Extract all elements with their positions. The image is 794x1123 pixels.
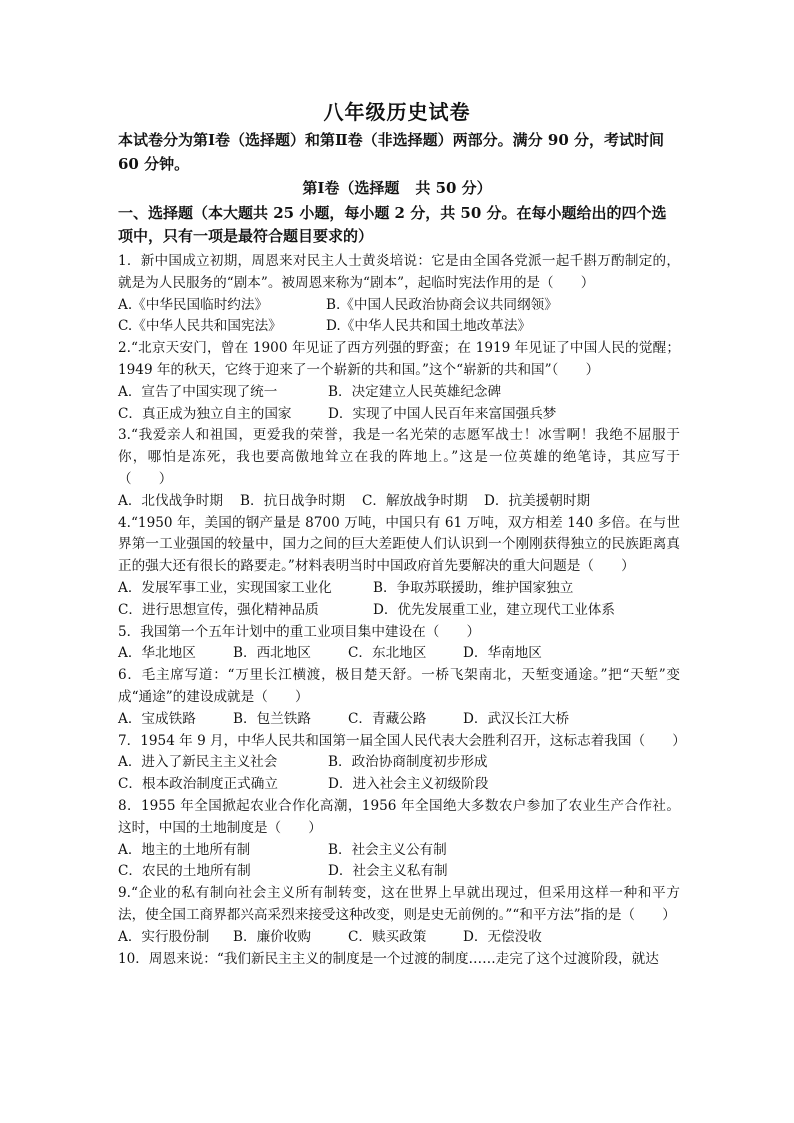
- option-d: D．进入社会主义初级阶段: [328, 776, 489, 793]
- option-row: [118, 404, 680, 426]
- option-d: D．实现了中国人民百年来富国强兵梦: [328, 405, 557, 422]
- option-c: C．农民的土地所有制: [118, 863, 251, 880]
- option-d: D．无偿没收: [463, 928, 542, 945]
- option-c: C．进行思想宣传，强化精神品质: [118, 601, 319, 618]
- question-3: [118, 425, 680, 512]
- option-a: A．发展军事工业，实现国家工业化: [118, 579, 332, 596]
- option-c: C．青藏公路: [348, 710, 427, 727]
- question-stem: 8．1955 年全国掀起农业合作化高潮，1956 年全国绝大多数农户参加了农业生产合作社。这时，中国的土地制度是（ ）: [118, 797, 680, 836]
- question-stem: 7．1954 年 9 月，中华人民共和国第一届全国人民代表大会胜利召开，这标志着我国（ ）: [118, 732, 686, 749]
- question-stem: 1．新中国成立初期，周恩来对民主人士黄炎培说：它是由全国各党派一起千斟万酌制定的，就是为人民服务的“剧本”。被周恩来称为“剧本”，起临时宪法作用的是（ ）: [118, 253, 680, 291]
- question-stem: 6．毛主席写道：“万里长江横渡，极目楚天舒。一桥飞架南北，天堑变通途。”把“天堑”变成“通途”的建设成就是（ ）: [118, 667, 680, 705]
- option-row: [118, 840, 680, 862]
- option-c: C．解放战争时期: [362, 492, 468, 509]
- option-c: C.《中华人民共和国宪法》: [118, 318, 282, 335]
- exam-intro: 本试卷分为第Ⅰ卷（选择题）和第Ⅱ卷（非选择题）两部分。满分 90 分，考试时间 60 分钟。: [118, 131, 664, 173]
- question-4: [118, 513, 680, 622]
- option-row: [118, 316, 680, 338]
- option-b: B．政治协商制度初步形成: [328, 754, 488, 771]
- option-c: C．真正成为独立自主的国家: [118, 405, 292, 422]
- option-row: [118, 927, 680, 949]
- option-a: A．华北地区: [118, 645, 196, 662]
- option-d: D．华南地区: [463, 645, 542, 662]
- option-row: [118, 491, 680, 513]
- option-d: D．武汉长江大桥: [463, 710, 570, 727]
- question-6: [118, 665, 680, 730]
- question-stem: 10．周恩来说：“我们新民主主义的制度是一个过渡的制度……走完了这个过渡阶段，就达: [118, 950, 659, 967]
- question-7: [118, 731, 686, 796]
- option-a: A．北伐战争时期: [118, 492, 223, 509]
- option-b: B．社会主义公有制: [328, 841, 447, 858]
- option-d: D.《中华人民共和国土地改革法》: [326, 318, 532, 335]
- option-d: D．优先发展重工业，建立现代工业体系: [373, 601, 615, 618]
- section-heading-part-a: 第Ⅰ卷（选择题: [302, 179, 400, 197]
- question-stem: 3.“我爱亲人和祖国，更爱我的荣誉，我是一名光荣的志愿军战士！冰雪啊！我绝不屈服于你，哪怕是冻死，我也要高傲地耸立在我的阵地上。”这是一位英雄的绝笔诗，其应写于（ ）: [118, 427, 680, 487]
- option-c: C．根本政治制度正式确立: [118, 776, 278, 793]
- option-row: [118, 382, 680, 404]
- exam-title: 八年级历史试卷: [323, 100, 471, 124]
- question-list: [118, 251, 686, 970]
- option-row: [118, 752, 680, 774]
- option-a: A．进入了新民主主义社会: [118, 754, 278, 771]
- question-stem: 4.“1950 年，美国的钢产量是 8700 万吨，中国只有 61 万吨，双方相差 140 多倍。在与世界第一工业强国的较量中，国力之间的巨大差距使人们认识到一个刚刚获得独立的民族距离真正的强大还有很长的路要走。”材料表明当时中国政府首先要解决的重大问题是（ ）: [118, 514, 680, 575]
- section-heading-part-b: 共 50 分）: [415, 179, 492, 197]
- question-stem: 9.“企业的私有制向社会主义所有制转变，这在世界上早就出现过，但采用这样一种和平方法，使全国工商界都兴高采烈来接受这种改变，则是史无前例的。”“和平方法”指的是（ ）: [118, 885, 680, 923]
- option-b: B．抗日战争时期: [240, 492, 346, 509]
- question-10: [118, 949, 680, 971]
- option-b: B．包兰铁路: [233, 710, 311, 727]
- option-row: [118, 709, 680, 731]
- option-a: A.《中华民国临时约法》: [118, 296, 269, 313]
- option-c: C．东北地区: [348, 645, 427, 662]
- option-c: C．赎买政策: [348, 928, 427, 945]
- option-row: [118, 774, 680, 796]
- question-5: [118, 622, 680, 666]
- question-stem: 2.“北京天安门，曾在 1900 年见证了西方列强的野蛮；在 1919 年见证了中国人民的觉醒；1949 年的秋天，它终于迎来了一个崭新的共和国。”这个“崭新的共和国”（ ）: [118, 340, 680, 378]
- option-row: [118, 600, 680, 622]
- question-9: [118, 883, 680, 948]
- option-a: A．实行股份制: [118, 928, 210, 945]
- option-b: B．西北地区: [233, 645, 311, 662]
- option-b: B．争取苏联援助，维护国家独立: [373, 579, 574, 596]
- section-heading: [0, 177, 794, 198]
- question-8: [118, 796, 680, 883]
- option-row: [118, 861, 680, 883]
- option-a: A．宣告了中国实现了统一: [118, 383, 278, 400]
- option-row: [118, 295, 680, 317]
- option-a: A．地主的土地所有制: [118, 841, 251, 858]
- option-d: D．社会主义私有制: [328, 863, 448, 880]
- question-1: [118, 251, 680, 338]
- option-b: B.《中国人民政治协商会议共同纲领》: [326, 296, 558, 313]
- option-d: D．抗美援朝时期: [484, 492, 591, 509]
- section-instructions: 一、选择题（本大题共 25 小题，每小题 2 分，共 50 分。在每小题给出的四个选项中，只有一项是最符合题目要求的）: [118, 204, 667, 245]
- option-row: [118, 578, 680, 600]
- question-stem: 5．我国第一个五年计划中的重工业项目集中建设在（ ）: [118, 623, 481, 640]
- option-row: [118, 643, 680, 665]
- option-b: B．廉价收购: [233, 928, 311, 945]
- option-a: A．宝成铁路: [118, 710, 196, 727]
- question-2: [118, 338, 680, 425]
- option-b: B．决定建立人民英雄纪念碑: [328, 383, 502, 400]
